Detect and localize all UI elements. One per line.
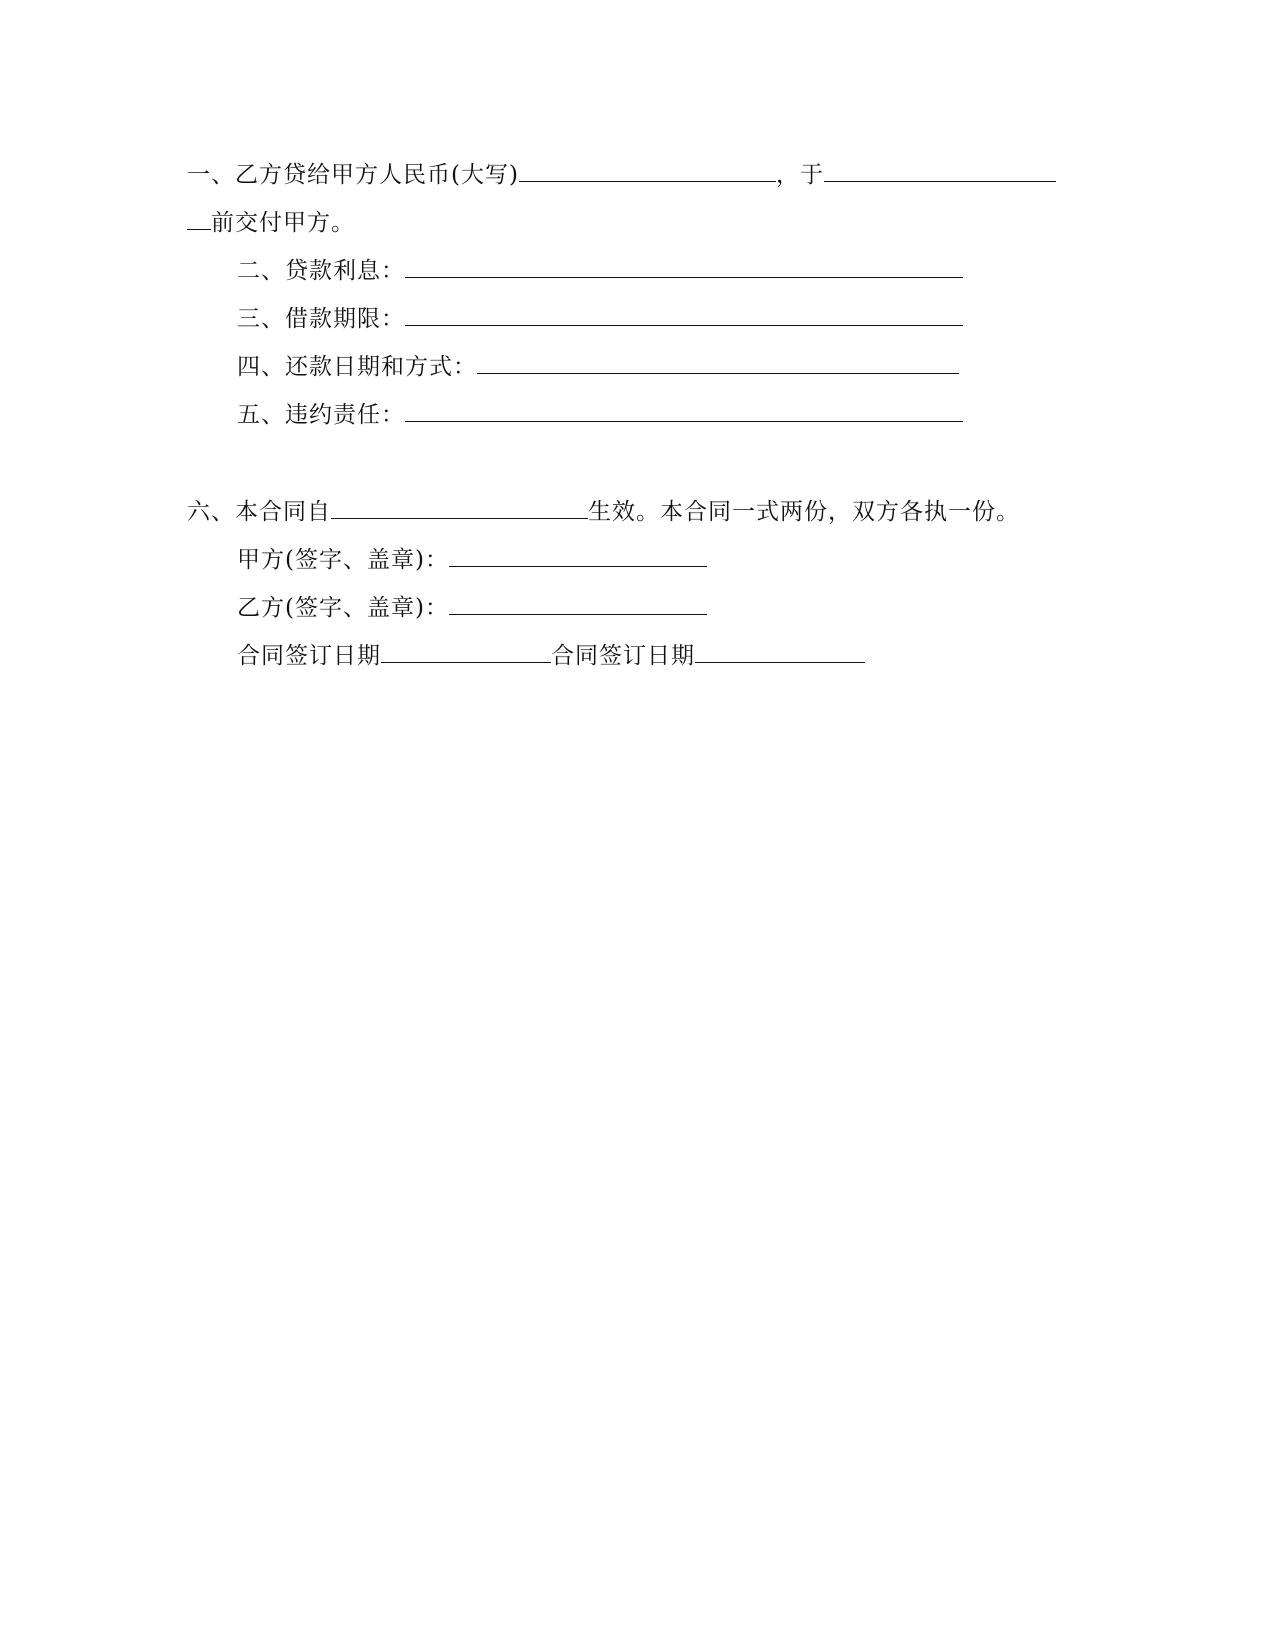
clause-6-prefix: 六、本合同自 — [187, 499, 331, 525]
party-b-label: 乙方(签字、盖章)： — [237, 595, 449, 621]
clause-1-prefix: 一、乙方贷给甲方人民币(大写) — [187, 162, 519, 188]
amount-blank[interactable] — [519, 159, 776, 182]
clause-2 — [237, 255, 963, 286]
repayment-blank[interactable] — [477, 351, 959, 374]
clause-1-line-2 — [187, 207, 355, 238]
clause-1-suffix: 前交付甲方。 — [211, 210, 355, 236]
delivery-date-blank[interactable] — [824, 159, 1056, 182]
signing-date-label-2: 合同签订日期 — [551, 643, 695, 669]
clause-3-label: 三、借款期限： — [237, 306, 405, 332]
breach-liability-blank[interactable] — [405, 399, 963, 422]
signing-date-label-1: 合同签订日期 — [237, 643, 381, 669]
clause-6-suffix: 生效。本合同一式两份，双方各执一份。 — [588, 499, 1020, 525]
clause-1-middle: ，于 — [775, 162, 824, 188]
clause-5 — [237, 399, 963, 430]
signing-date-blank-2[interactable] — [695, 640, 865, 663]
clause-2-label: 二、贷款利息： — [237, 258, 405, 284]
loan-term-blank[interactable] — [405, 303, 963, 326]
clause-5-label: 五、违约责任： — [237, 402, 405, 428]
clause-3 — [237, 303, 963, 334]
delivery-date-blank-continued[interactable] — [187, 207, 211, 230]
party-a-label: 甲方(签字、盖章)： — [237, 547, 449, 573]
clause-6 — [187, 496, 1020, 527]
party-b-signature — [237, 592, 707, 623]
clause-4-label: 四、还款日期和方式： — [237, 354, 477, 380]
party-a-signature-blank[interactable] — [449, 544, 707, 567]
signing-date-blank-1[interactable] — [381, 640, 551, 663]
interest-blank[interactable] — [405, 255, 963, 278]
clause-4 — [237, 351, 959, 382]
effective-date-blank[interactable] — [331, 496, 588, 519]
party-a-signature — [237, 544, 707, 575]
clause-1-line-1 — [187, 159, 1056, 190]
party-b-signature-blank[interactable] — [449, 592, 707, 615]
signing-dates — [237, 640, 865, 671]
